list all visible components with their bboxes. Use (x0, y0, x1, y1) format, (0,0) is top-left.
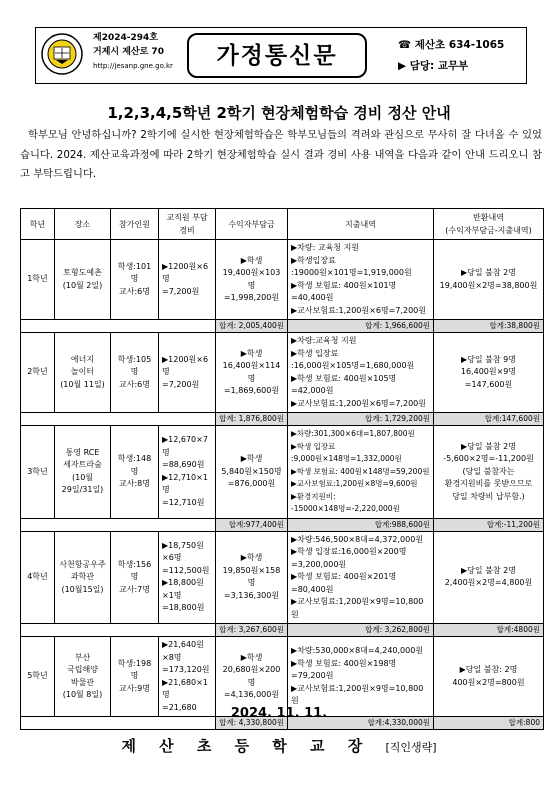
subtotal-expenses: 합계: 1,966,600원 (288, 320, 434, 333)
table-header-row (21, 209, 544, 240)
header-refund: 반환내역 (수익자부담금-지출내역) (434, 209, 544, 240)
subtotal-row (21, 320, 544, 333)
participants-cell: 학생:156명 교사:7명 (111, 531, 159, 624)
expenses-cell: ▶차량:546,500×8대=4,372,000원 ▶학생 입장료:16,000원×200명=3,200,000원 ▶학생 보험료: 400원×201명=80,400원 ▶교사보험료:1,200원×9명=10,800원 (288, 531, 434, 624)
subtotal-refund: 합계:147,600원 (434, 413, 544, 426)
place-cell: 부산 국립해양 박물관 (10월 8일) (55, 637, 111, 717)
subtotal-refund: 합계:4800원 (434, 624, 544, 637)
beneficiary-cell: ▶학생 19,400원×103명 =1,998,200원 (216, 240, 288, 320)
newsletter-title: 가정통신문 (187, 33, 367, 78)
phone-number: ☎ 제산초 634-1065 (398, 39, 505, 51)
expenses-cell: ▶차량: 교육청 지원 ▶학생입장료 :19000원×101명=1,919,000원 ▶학생 보험료: 400원×101명=40,400원 ▶교사보험료:1,200원×6명=7,200원 (288, 240, 434, 320)
refund-cell: ▶당일 불참 2명 19,400원×2명=38,800원 (434, 240, 544, 320)
subtotal-expenses: 합계:4,330,000원 (288, 717, 434, 730)
subtotal-beneficiary: 합계: 2,005,400원 (216, 320, 288, 333)
table-row (21, 637, 544, 717)
table-body (21, 240, 544, 730)
refund-cell: ▶당일 불참 2명 2,400원×2명=4,800원 (434, 531, 544, 624)
expense-table (20, 208, 544, 730)
participants-cell: 학생:105명 교사:6명 (111, 333, 159, 413)
table-row (21, 333, 544, 413)
staff-cost-cell: ▶12,670×7명 =88,690원 ▶12,710×1명 =12,710원 (159, 426, 216, 519)
school-emblem-icon (41, 33, 83, 75)
school-url[interactable]: http://jesanp.gne.go.kr (93, 62, 173, 70)
grade-cell: 1학년 (21, 240, 55, 320)
staff-cost-cell: ▶21,640원×8명 =173,120원 ▶21,680×1명 =21,680 (159, 637, 216, 717)
expenses-cell: ▶차량:301,300×6대=1,807,800원 ▶학생 입장료 :9,000원×148명=1,332,000원 ▶학생 보험료: 400원×148명=59,200원 ▶교사보험료:1,200원×8명=9,600원 ▶환경지원비: -15000×148명=-2,220,000원 (288, 426, 434, 519)
refund-cell: ▶당일 불참 2명 -5,600×2명=-11,200원 (당일 불참자는 환경지원비를 못받으므로 당일 차량비 납부함.) (434, 426, 544, 519)
subtotal-refund: 합계:38,800원 (434, 320, 544, 333)
beneficiary-cell: ▶학생 19,850원×158명 =3,136,300원 (216, 531, 288, 624)
document-title: 1,2,3,4,5학년 2학기 현장체험학습 경비 정산 안내 (107, 104, 451, 122)
subtotal-expenses: 합계: 1,729,200원 (288, 413, 434, 426)
table-row (21, 531, 544, 624)
header-grade: 학년 (21, 209, 55, 240)
expenses-cell: ▶차량:교육청 지원 ▶학생 입장료 :16,000원×105명=1,680,000원 ▶학생 보험료: 400원×105명=42,000원 ▶교사보험료:1,200원×6명=7,200원 (288, 333, 434, 413)
grade-cell: 3학년 (21, 426, 55, 519)
header-participants: 참가인원 (111, 209, 159, 240)
grade-cell: 5학년 (21, 637, 55, 717)
document-date: 2024. 11. 11. (230, 706, 328, 721)
header-expenses: 지출내역 (288, 209, 434, 240)
school-principal (0, 735, 558, 756)
place-cell: 토형도예촌 (10월 2일) (55, 240, 111, 320)
grade-cell: 4학년 (21, 531, 55, 624)
place-cell: 통영 RCE 세자트라숲 (10월 29일/31일) (55, 426, 111, 519)
beneficiary-cell: ▶학생 5,840원×150명 =876,000원 (216, 426, 288, 519)
subtotal-refund: 합계:-11,200원 (434, 518, 544, 531)
subtotal-refund: 합계:800 (434, 717, 544, 730)
subtotal-row (21, 518, 544, 531)
table-row (21, 426, 544, 519)
beneficiary-cell: ▶학생 16,400원×114명 =1,869,600원 (216, 333, 288, 413)
subtotal-expenses: 합계:988,600원 (288, 518, 434, 531)
subtotal-beneficiary: 합계: 3,267,600원 (216, 624, 288, 637)
school-address: 거제시 제산로 70 (93, 47, 164, 57)
intro-paragraph: 학부모님 안녕하십니까? 2학기에 실시한 현장체험학습은 학부모님들의 격려와 관심으로 무사히 잘 다녀올 수 있었습니다. 2024. 제산교육과정에 따라 2학기 현장체험학습 실시 결과 경비 사용 내역을 다음과 같이 안내 드리오니 참고 부탁드립니다. (20, 129, 542, 180)
contact-info (398, 35, 504, 77)
place-cell: 사천항공우주 과학관 (10월15일) (55, 531, 111, 624)
header-place: 장소 (55, 209, 111, 240)
subtotal-beneficiary: 합계: 1,876,800원 (216, 413, 288, 426)
subtotal-row (21, 624, 544, 637)
issue-info (93, 31, 173, 73)
header-staff-cost: 교직원 부담 경비 (159, 209, 216, 240)
principal-title: 제 산 초 등 학 교 장 (121, 737, 372, 755)
subtotal-beneficiary: 합계: 4,330,800원 (216, 717, 288, 730)
beneficiary-cell: ▶학생 20,680원×200명 =4,136,000원 (216, 637, 288, 717)
subtotal-expenses: 합계: 3,262,800원 (288, 624, 434, 637)
participants-cell: 학생:198명 교사:9명 (111, 637, 159, 717)
department-contact: ▶ 담당: 교무부 (398, 60, 469, 72)
staff-cost-cell: ▶18,750원×6명 =112,500원 ▶18,800원×1명 =18,800원 (159, 531, 216, 624)
refund-cell: ▶당일 불참: 2명 400원×2명=800원 (434, 637, 544, 717)
table-row (21, 240, 544, 320)
refund-cell: ▶당일 불참 9명 16,400원×9명 =147,600원 (434, 333, 544, 413)
subtotal-row (21, 413, 544, 426)
header-beneficiary: 수익자부담금 (216, 209, 288, 240)
expenses-cell: ▶차량:530,000×8대=4,240,000원 ▶학생 보험료: 400원×198명=79,200원 ▶교사보험료:1,200원×9명=10,800원 (288, 637, 434, 717)
subtotal-beneficiary: 합계:977,400원 (216, 518, 288, 531)
issue-number: 제2024-294호 (93, 33, 158, 43)
place-cell: 에너지 놀이터 (10월 11일) (55, 333, 111, 413)
participants-cell: 학생:148명 교사:8명 (111, 426, 159, 519)
participants-cell: 학생:101명 교사:6명 (111, 240, 159, 320)
grade-cell: 2학년 (21, 333, 55, 413)
staff-cost-cell: ▶1200원×6명 =7,200원 (159, 333, 216, 413)
staff-cost-cell: ▶1200원×6명 =7,200원 (159, 240, 216, 320)
seal-omitted-note: [직인생략] (385, 741, 437, 754)
